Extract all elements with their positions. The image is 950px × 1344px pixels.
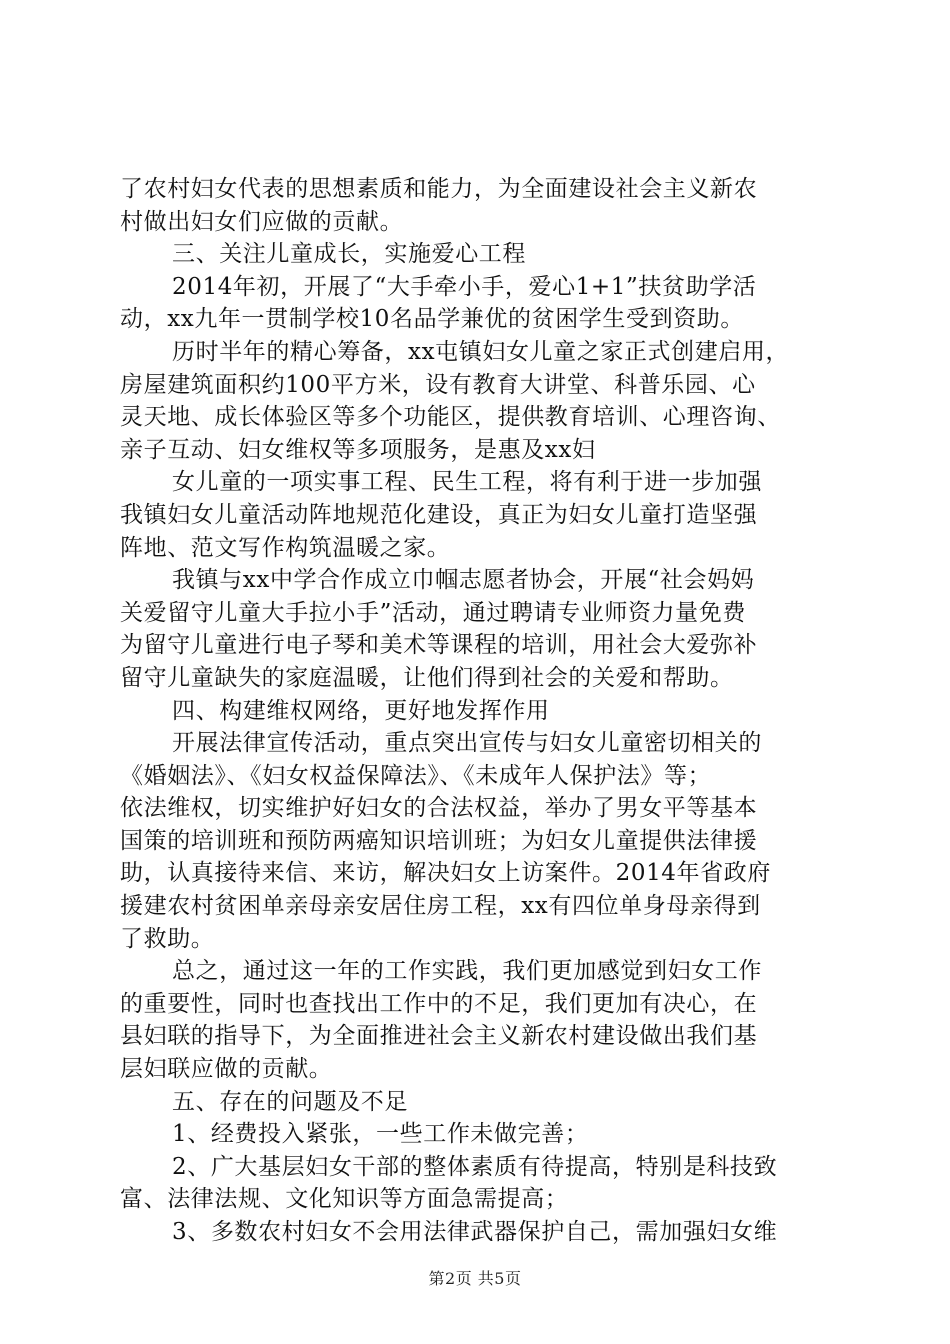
text-line: 了农村妇女代表的思想素质和能力，为全面建设社会主义新农 <box>120 176 758 202</box>
text-line: 助，认真接待来信、来访，解决妇女上访案件。2014年省政府 <box>120 860 771 887</box>
text-line: 动，xx九年一贯制学校10名品学兼优的贫困学生受到资助。 <box>120 306 745 333</box>
text-line: 我镇与xx中学合作成立巾帼志愿者协会，开展“社会妈妈 <box>172 567 755 594</box>
text-line: 阵地、范文写作构筑温暖之家。 <box>120 534 451 561</box>
list-item: 1、经费投入紧张，一些工作未做完善； <box>172 1121 589 1148</box>
section-heading: 五、存在的问题及不足 <box>172 1088 408 1115</box>
list-item: 2、广大基层妇女干部的整体素质有待提高，特别是科技致 <box>172 1153 778 1180</box>
list-item: 3、多数农村妇女不会用法律武器保护自己，需加强妇女维 <box>172 1219 778 1245</box>
document-body <box>120 173 840 1249</box>
text-line: 开展法律宣传活动，重点突出宣传与妇女儿童密切相关的 <box>172 730 762 757</box>
text-line: 依法维权，切实维护好妇女的合法权益，举办了男女平等基本 <box>120 795 758 822</box>
text-line: 为留守儿童进行电子琴和美术等课程的培训，用社会大爱弥补 <box>120 632 758 659</box>
text-line: 我镇妇女儿童活动阵地规范化建设，真正为妇女儿童打造坚强 <box>120 501 758 528</box>
section-heading: 四、构建维权网络，更好地发挥作用 <box>172 697 550 724</box>
text-line: 亲子互动、妇女维权等多项服务，是惠及xx妇 <box>120 436 596 463</box>
text-line: 了救助。 <box>120 925 215 952</box>
text-line: 历时半年的精心筹备，xx屯镇妇女儿童之家正式创建启用， <box>172 338 790 365</box>
text-line: 留守儿童缺失的家庭温暖，让他们得到社会的关爱和帮助。 <box>120 664 734 691</box>
text-line: 灵天地、成长体验区等多个功能区，提供教育培训、心理咨询、 <box>120 404 781 431</box>
text-line: 房屋建筑面积约100平方米，设有教育大讲堂、科普乐园、心 <box>120 371 756 398</box>
text-line: 总之，通过这一年的工作实践，我们更加感觉到妇女工作 <box>172 958 762 985</box>
text-line: 关爱留守儿童大手拉小手”活动，通过聘请专业师资力量免费 <box>120 599 746 626</box>
text-line: 层妇联应做的贡献。 <box>120 1056 333 1083</box>
text-line: 县妇联的指导下，为全面推进社会主义新农村建设做出我们基 <box>120 1023 758 1050</box>
page-number-footer: 第2页 共5页 <box>428 1269 522 1288</box>
section-heading: 三、关注儿童成长，实施爱心工程 <box>172 241 526 268</box>
text-line: 2014年初，开展了“大手牵小手，爱心1+1”扶贫助学活 <box>172 273 757 300</box>
text-line: 村做出妇女们应做的贡献。 <box>120 208 404 235</box>
text-line: 《婚姻法》、《妇女权益保障法》、《未成年人保护法》等； <box>120 762 712 789</box>
text-line: 援建农村贫困单亲母亲安居住房工程，xx有四位单身母亲得到 <box>120 893 761 920</box>
text-line: 的重要性，同时也查找出工作中的不足，我们更加有决心，在 <box>120 990 758 1017</box>
text-line: 国策的培训班和预防两癌知识培训班；为妇女儿童提供法律援 <box>120 827 758 854</box>
text-line: 富、法律法规、文化知识等方面急需提高； <box>120 1186 569 1213</box>
text-line: 女儿童的一项实事工程、民生工程，将有利于进一步加强 <box>172 469 762 496</box>
